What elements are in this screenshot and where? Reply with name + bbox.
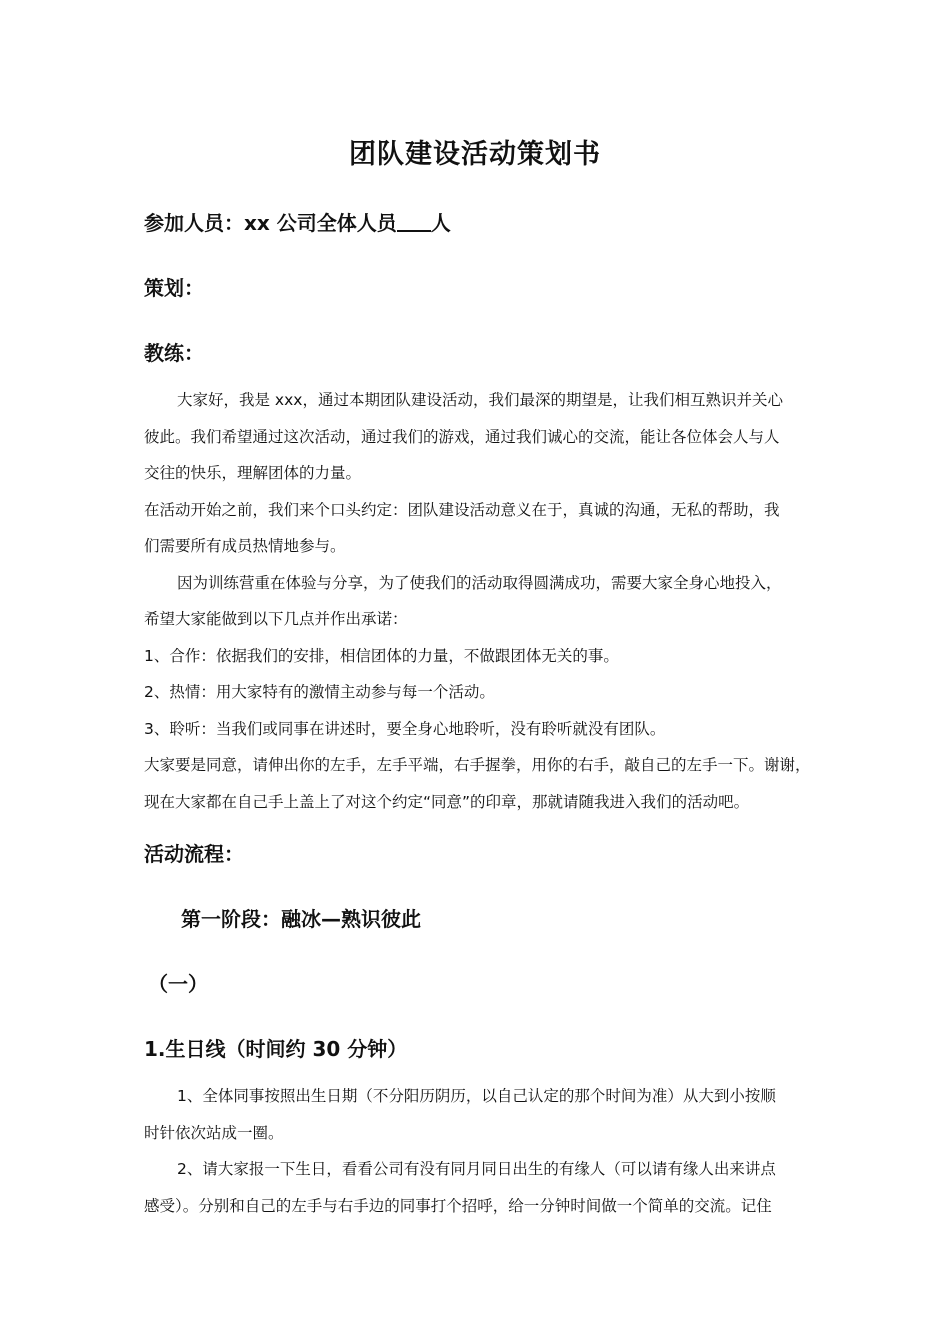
intro-p4-line: 现在大家都在自己手上盖上了对这个约定“同意”的印章，那就请随我进入我们的活动吧。 bbox=[144, 792, 750, 811]
intro-p2-line: 在活动开始之前，我们来个口头约定：团队建设活动意义在于，真诚的沟通，无私的帮助，我 bbox=[144, 500, 780, 519]
activity1-heading: 1.生日线（时间约 30 分钟） bbox=[144, 1037, 408, 1061]
stage1-heading: 第一阶段：融冰—熟识彼此 bbox=[181, 907, 421, 931]
step1-line: 1、全体同事按照出生日期（不分阳历阴历，以自己认定的那个时间为准）从大到小按顺 bbox=[177, 1087, 776, 1105]
intro-paragraphs bbox=[144, 382, 814, 820]
intro-p1-line: 大家好，我是 xxx，通过本期团队建设活动，我们最深的期望是，让我们相互熟识并关心 bbox=[177, 391, 783, 409]
intro-p2-line: 们需要所有成员热情地参与。 bbox=[144, 537, 346, 555]
section1-heading: （一） bbox=[148, 972, 208, 996]
participants-heading bbox=[144, 207, 451, 236]
participants-label: 参加人员：xx 公司全体人员 bbox=[144, 211, 397, 235]
flow-heading: 活动流程： bbox=[144, 842, 244, 866]
document-title: 团队建设活动策划书 bbox=[349, 139, 601, 170]
rule-item: 2、热情：用大家特有的激情主动参与每一个活动。 bbox=[144, 683, 495, 701]
rule-item: 1、合作：依据我们的安排，相信团体的力量，不做跟团体无关的事。 bbox=[144, 646, 619, 665]
activity1-steps bbox=[144, 1078, 814, 1224]
step2-line: 2、请大家报一下生日，看看公司有没有同月同日出生的有缘人（可以请有缘人出来讲点 bbox=[177, 1160, 776, 1178]
intro-p1-line: 彼此。我们希望通过这次活动，通过我们的游戏，通过我们诚心的交流，能让各位体会人与人 bbox=[144, 427, 780, 446]
step2-line: 感受）。分别和自己的左手与右手边的同事打个招呼，给一分钟时间做一个简单的交流。记住 bbox=[144, 1196, 772, 1215]
planner-heading: 策划： bbox=[144, 276, 204, 300]
rule-item: 3、聆听：当我们或同事在讲述时，要全身心地聆听，没有聆听就没有团队。 bbox=[144, 719, 666, 738]
step1-line: 时针依次站成一圈。 bbox=[144, 1123, 284, 1142]
participants-suffix: 人 bbox=[430, 211, 451, 235]
participants-blank bbox=[397, 212, 431, 232]
intro-p3-line: 因为训练营重在体验与分享，为了使我们的活动取得圆满成功，需要大家全身心地投入， bbox=[177, 573, 782, 592]
intro-p1-line: 交往的快乐，理解团体的力量。 bbox=[144, 464, 362, 482]
coach-heading: 教练： bbox=[144, 341, 204, 365]
intro-p4-line: 大家要是同意，请伸出你的左手，左手平端，右手握拳，用你的右手，敲自己的左手一下。谢谢， bbox=[144, 756, 811, 774]
intro-p3-line: 希望大家能做到以下几点并作出承诺： bbox=[144, 610, 408, 628]
